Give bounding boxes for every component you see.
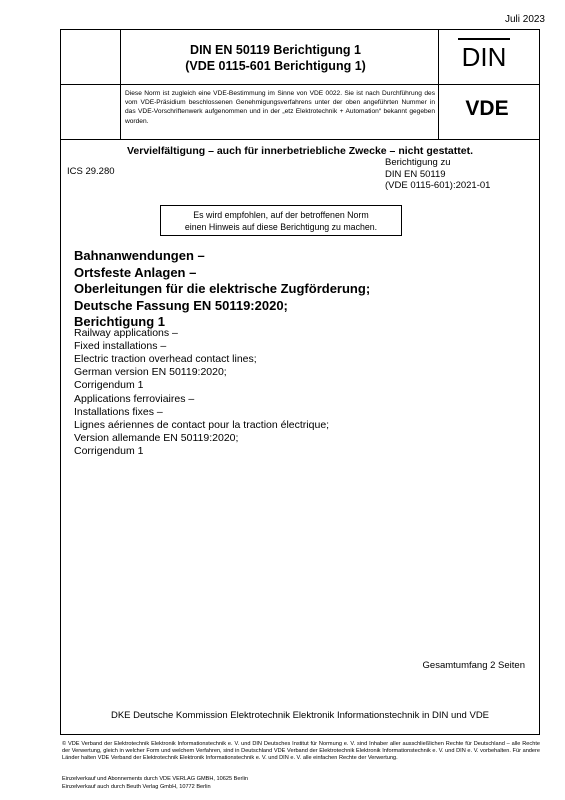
correction-line: DIN EN 50119	[385, 168, 446, 180]
copyright-notice: © VDE Verband der Elektrotechnik Elektronik Informationstechnik e. V. und DIN Deutsches Institut für Normung e. V. sind Inhaber aller ausschließlichen Rechte für Deutschland – alle Rechte der Verwertung, gleich in welcher Form und welchem Verfahren, sind in Deutschland VDE Verband der Elektrotechnik Elektronik Informationstechnik e. V. und DIN e. V. vorbehalten. Für andere Länder halten VDE Verband der Elektrotechnik Elektronik Informationstechnik e. V. und DIN e. V. alle einfachen Rechte der Verwertung.	[62, 741, 540, 761]
reproduction-notice: Vervielfältigung – auch für innerbetriebliche Zwecke – nicht gestattet.	[126, 145, 473, 157]
title-german	[74, 248, 494, 331]
hint-line: einen Hinweis auf diese Berichtigung zu machen.	[184, 222, 378, 232]
title-line: (VDE 0115-601 Berichtigung 1)	[185, 59, 366, 73]
correction-line: (VDE 0115-601):2021-01	[385, 180, 491, 191]
din-logo	[458, 37, 510, 73]
title-de-line: Berichtigung 1	[74, 314, 166, 329]
correction-line: Berichtigung zu	[385, 157, 451, 168]
sales-info: Einzelverkauf auch durch Beuth Verlag GmbH, 10772 Berlin	[62, 784, 211, 790]
publication-date: Juli 2023	[504, 14, 545, 25]
title-line: DIN EN 50119 Berichtigung 1	[190, 43, 361, 57]
title-fr-line: Corrigendum 1	[74, 445, 144, 457]
vde-logo	[454, 96, 520, 118]
title-fr-line: Applications ferroviaires –	[74, 393, 195, 405]
title-english	[74, 327, 494, 392]
title-de-line: Bahnanwendungen –	[74, 248, 205, 263]
title-en-line: German version EN 50119:2020;	[74, 366, 227, 378]
ics-code: ICS 29.280	[67, 166, 115, 177]
din-logo-text: DIN	[461, 42, 507, 72]
title-fr-line: Installations fixes –	[74, 406, 163, 418]
title-french	[74, 393, 514, 458]
title-fr-line: Version allemande EN 50119:2020;	[74, 432, 239, 444]
correction-reference	[385, 157, 490, 192]
title-en-line: Fixed installations –	[74, 340, 167, 352]
divider	[60, 84, 540, 85]
dke-line: DKE Deutsche Kommission Elektrotechnik Elektronik Informationstechnik in DIN und VDE	[110, 710, 490, 721]
title-de-line: Oberleitungen für die elektrische Zugförderung;	[74, 281, 371, 296]
vde-logo-text: VDE	[465, 97, 509, 118]
divider	[60, 139, 540, 140]
divider	[438, 29, 439, 140]
title-en-line: Corrigendum 1	[74, 379, 144, 391]
total-pages: Gesamtumfang 2 Seiten	[422, 660, 525, 671]
title-de-line: Deutsche Fassung EN 50119:2020;	[74, 297, 288, 313]
sales-info: Einzelverkauf und Abonnements durch VDE VERLAG GMBH, 10625 Berlin	[62, 776, 248, 782]
document-title	[121, 42, 430, 74]
hint-box	[160, 205, 402, 236]
title-de-line: Ortsfeste Anlagen –	[74, 264, 197, 280]
title-en-line: Railway applications –	[74, 327, 178, 339]
title-en-line: Electric traction overhead contact lines;	[74, 353, 257, 365]
hint-line: Es wird empfohlen, auf der betroffenen Norm	[193, 210, 369, 220]
vde-notice: Diese Norm ist zugleich eine VDE-Bestimmung im Sinne von VDE 0022. Sie ist nach Durchführung des vom VDE-Präsidium beschlossenen Genehmigungsverfahrens unter der oben angeführten Nummer in das VDE-Vorschriftenwerk aufgenommen und in der „etz Elektrotechnik + Automation“ bekannt gegeben worden.	[125, 90, 435, 125]
title-fr-line: Lignes aériennes de contact pour la traction électrique;	[74, 419, 330, 431]
